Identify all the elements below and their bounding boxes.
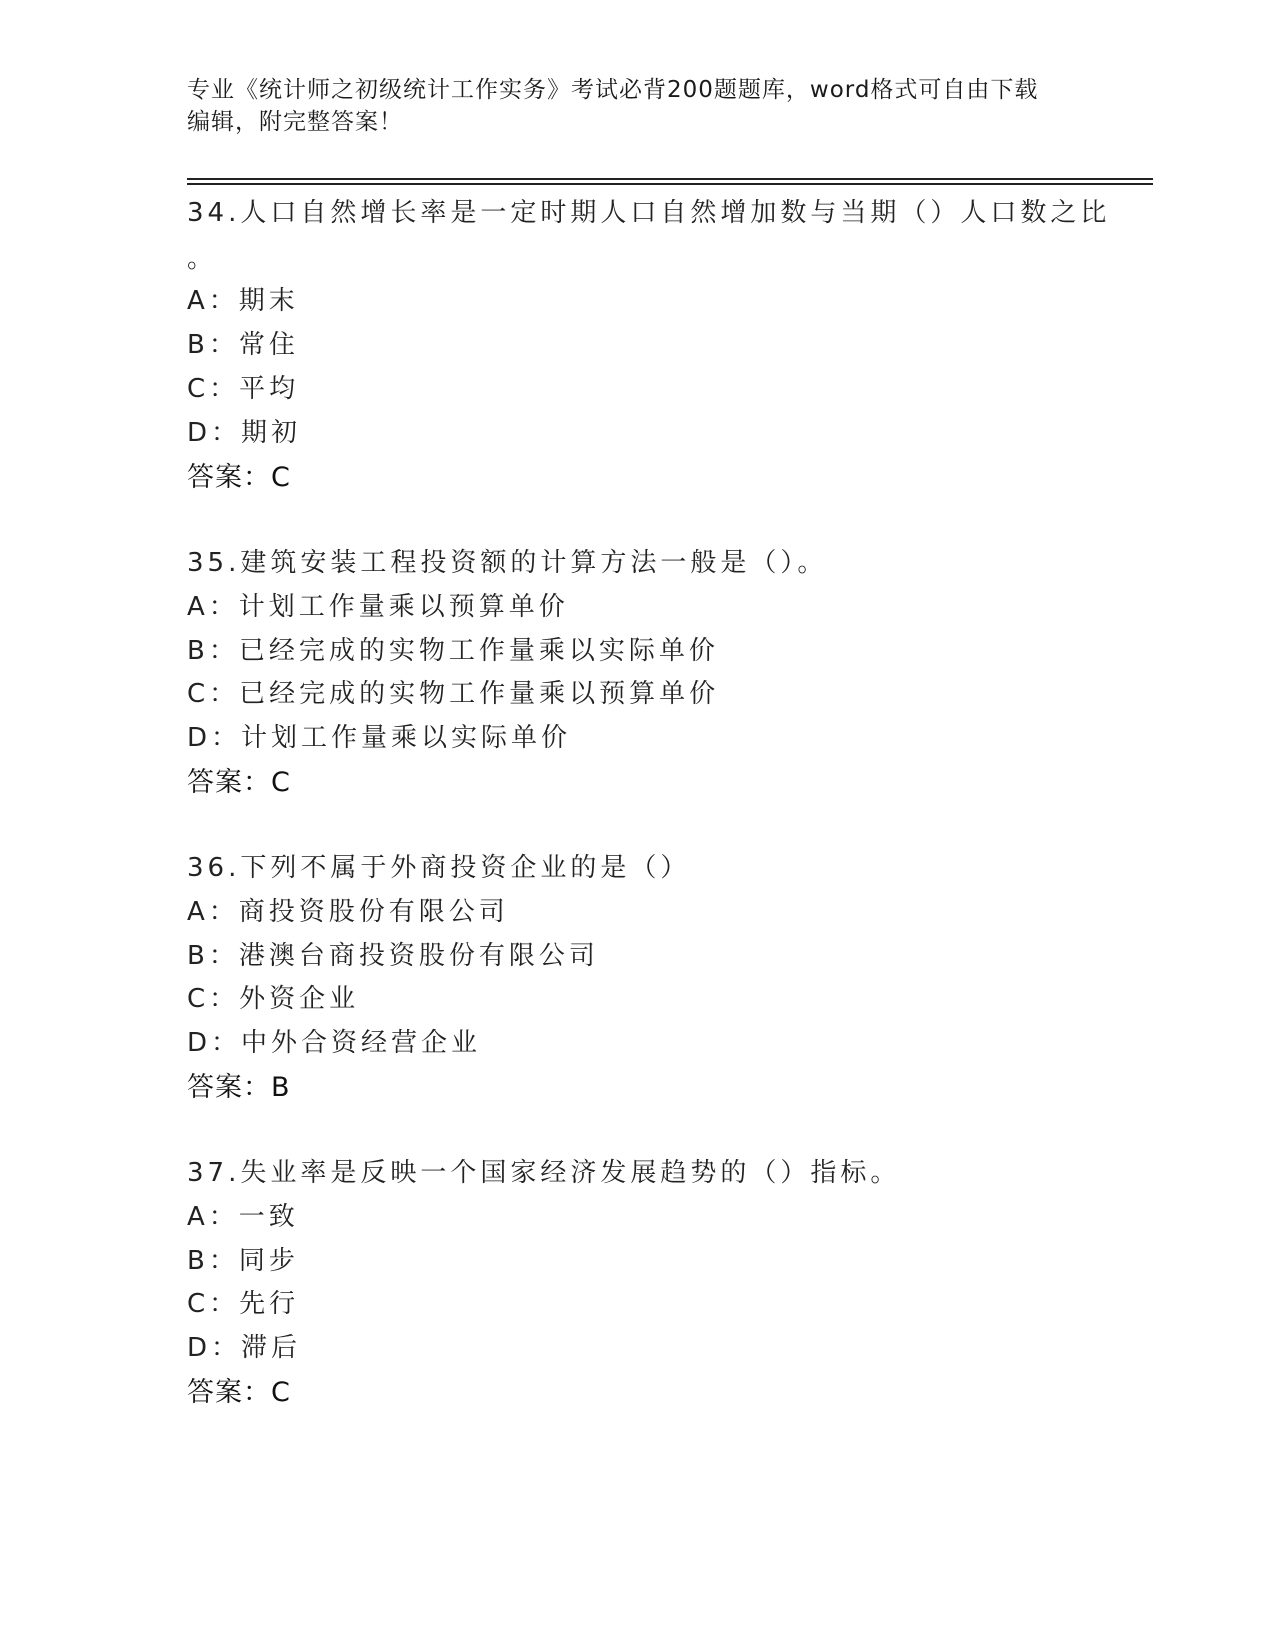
answer: 答案：C — [187, 462, 291, 493]
option-c: C：平均 — [187, 374, 300, 404]
answer: 答案：B — [187, 1072, 291, 1103]
option-a: A：商投资股份有限公司 — [187, 897, 509, 927]
question-stem: 36.下列不属于外商投资企业的是（） — [187, 853, 691, 883]
option-d: D：滞后 — [187, 1333, 302, 1363]
header-divider-top — [187, 178, 1153, 180]
question-stem: 35.建筑安装工程投资额的计算方法一般是（）。 — [187, 548, 828, 578]
answer: 答案：C — [187, 1377, 291, 1408]
option-c: C：外资企业 — [187, 984, 360, 1014]
question-stem: 34.人口自然增长率是一定时期人口自然增加数与当期（）人口数之比 — [187, 198, 1111, 228]
option-a: A：期末 — [187, 286, 299, 316]
option-c: C：先行 — [187, 1289, 300, 1319]
option-b: B：港澳台商投资股份有限公司 — [187, 941, 599, 971]
option-b: B：已经完成的实物工作量乘以实际单价 — [187, 636, 719, 666]
document-header — [187, 74, 1067, 138]
option-b: B：同步 — [187, 1246, 299, 1276]
option-d: D：中外合资经营企业 — [187, 1028, 482, 1058]
option-d: D：期初 — [187, 418, 302, 448]
question-stem: 37.失业率是反映一个国家经济发展趋势的（）指标。 — [187, 1158, 901, 1188]
answer: 答案：C — [187, 767, 291, 798]
header-divider-bottom — [187, 183, 1153, 185]
question-stem-continuation: 。 — [187, 244, 218, 274]
option-c: C：已经完成的实物工作量乘以预算单价 — [187, 679, 720, 709]
option-d: D：计划工作量乘以实际单价 — [187, 723, 572, 753]
option-a: A：计划工作量乘以预算单价 — [187, 592, 569, 622]
option-b: B：常住 — [187, 330, 299, 360]
header-line-1: 专业《统计师之初级统计工作实务》考试必背200题题库，word格式可自由下载 — [187, 77, 1039, 103]
header-line-2: 编辑，附完整答案！ — [187, 109, 403, 135]
option-a: A：一致 — [187, 1202, 299, 1232]
